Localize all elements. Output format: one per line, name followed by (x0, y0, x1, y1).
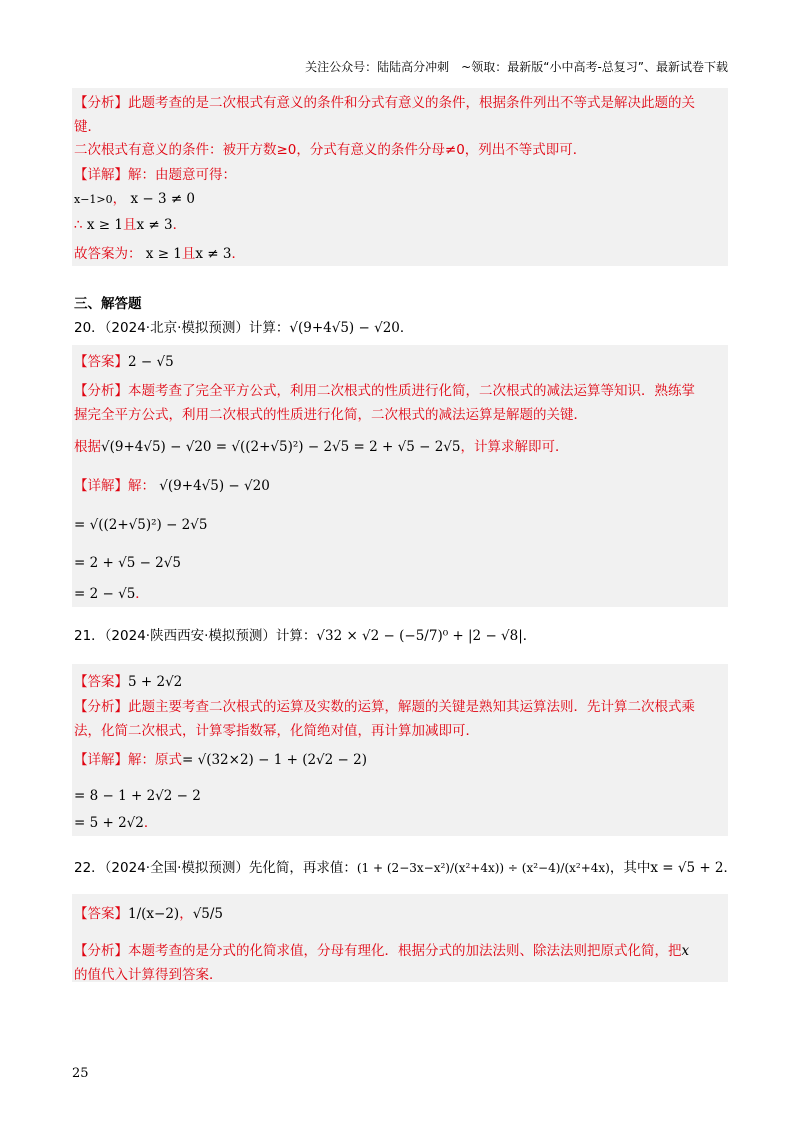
q19-analysis-text1: 此题考查的是二次根式有意义的条件和分式有意义的条件，根据条件列出不等式是解决此题的关 (128, 95, 695, 111)
q20-analysis-line1 (74, 381, 695, 401)
q19-answer-2: x ≠ 3 (195, 246, 232, 262)
q21-analysis-text2: 法，化简二次根式，计算零指数幂，化简绝对值，再计算加减即可． (74, 723, 479, 739)
q22-answer-sep: ， (179, 906, 193, 922)
q19-analysis-line2 (74, 117, 101, 137)
page-header: 关注公众号：陆陆高分冲刺 ~领取：最新版“小中高考-总复习”、最新试卷下载 (305, 60, 728, 74)
q22-stem (74, 858, 737, 878)
q19-condition-2: x − 3 ≠ 0 (130, 191, 196, 207)
q22-analysis-line2 (74, 965, 223, 985)
q22-answer-1: 1/(x−2) (128, 906, 180, 922)
q19-detail-line (74, 165, 236, 185)
q19-analysis-text3: 二次根式有意义的条件：被开方数≥0，分式有意义的条件分母≠0，列出不等式即可． (74, 142, 587, 158)
q20-basis-suffix: ，计算求解即可． (460, 439, 569, 455)
q20-answer-line (74, 352, 174, 372)
q20-detail-text: 解： (128, 478, 155, 494)
q22-stem-cond: x = √5 + 2 (650, 860, 724, 876)
detail-tag: 【详解】 (74, 478, 128, 494)
q19-answer-1: x ≥ 1 (145, 246, 182, 262)
q20-stem-end: ． (399, 320, 414, 336)
answer-tag: 【答案】 (74, 906, 128, 922)
q19-condition-1: x−1>0 (74, 193, 113, 206)
q22-stem-math: (1 + (2−3x−x²)/(x²+4x)) ÷ (x²−4)/(x²+4x) (356, 861, 610, 875)
q21-detail-math: = √(32×2) − 1 + (2√2 − 2) (182, 752, 367, 768)
q19-analysis-text2: 键． (74, 119, 101, 135)
q21-detail-line (74, 750, 367, 770)
detail-tag: 【详解】 (74, 167, 128, 183)
q20-stem-math: √(9+4√5) − √20 (289, 320, 400, 336)
therefore-symbol: ∴ (74, 217, 83, 233)
q22-stem-end: ． (723, 860, 738, 876)
q20-analysis-text1: 本题考查了完全平方公式，利用二次根式的性质进行化简，二次根式的减法运算等知识．熟练掌 (128, 383, 695, 399)
q20-step3-line (74, 584, 149, 604)
q22-analysis-text2: 的值代入计算得到答案． (74, 967, 223, 983)
q19-answer-prefix: 故答案为： (74, 246, 142, 262)
q20-detail-line (74, 476, 270, 496)
q19-analysis-line3 (74, 140, 586, 160)
q19-therefore-line (74, 215, 186, 235)
q21-step2: = 5 + 2√2 (74, 815, 144, 831)
q22-stem-mid: ，其中 (609, 860, 651, 876)
q20-detail-math: √(9+4√5) − √20 (159, 478, 270, 494)
q19-analysis-line1 (74, 93, 695, 113)
page-number: 25 (72, 1066, 89, 1081)
q22-analysis-line1 (74, 941, 689, 961)
section-title: 三、解答题 (74, 296, 142, 312)
q22-stem-text: 22．（2024·全国·模拟预测）先化简，再求值： (74, 860, 357, 876)
q21-step1: = 8 − 1 + 2√2 − 2 (74, 788, 201, 804)
q22-answer-line (74, 904, 223, 924)
q19-answer-end: ． (231, 246, 246, 262)
analysis-tag: 【分析】 (74, 699, 128, 715)
q20-basis-math: √(9+4√5) − √20 = √((2+√5)²) − 2√5 = 2 + √5 − 2√5 (101, 439, 461, 455)
q20-stem (74, 318, 413, 338)
q21-step2-end: ． (143, 815, 158, 831)
q19-detail-text: 解：由题意可得： (128, 167, 236, 183)
detail-tag: 【详解】 (74, 752, 128, 768)
q19-answer-and: 且 (181, 246, 196, 262)
q22-analysis-text1: 本题考查的是分式的化简求值，分母有理化．根据分式的加法法则、除法法则把原式化简，把 (128, 943, 682, 959)
q21-analysis-text1: 此题主要考查二次根式的运算及实数的运算，解题的关键是熟知其运算法则．先计算二次根式乘 (128, 699, 695, 715)
q21-answer-line (74, 672, 182, 692)
q20-answer-math: 2 − √5 (128, 354, 174, 370)
answer-tag: 【答案】 (74, 354, 128, 370)
q20-step2: = 2 + √5 − 2√5 (74, 555, 181, 571)
q19-result-2: x ≠ 3 (136, 217, 173, 233)
q19-condition-sep: ， (112, 191, 127, 207)
q21-stem-math: √32 × √2 − (−5/7)⁰ + |2 − √8| (316, 628, 523, 644)
q19-result-1: x ≥ 1 (86, 217, 123, 233)
q20-step3-end: ． (135, 586, 149, 602)
q20-step1: = √((2+√5)²) − 2√5 (74, 517, 208, 533)
q19-result-end: ． (172, 217, 187, 233)
q21-detail-text: 解：原式 (128, 752, 182, 768)
q22-answer-2: √5/5 (192, 906, 224, 922)
q19-result-and: 且 (123, 217, 137, 233)
q21-stem-text: 21．（2024·陕西西安·模拟预测）计算： (74, 628, 317, 644)
analysis-tag: 【分析】 (74, 95, 128, 111)
q20-analysis-line2 (74, 405, 587, 425)
q20-basis-prefix: 根据 (74, 439, 101, 455)
q21-answer-math: 5 + 2√2 (128, 674, 183, 690)
q21-stem-end: ． (522, 628, 537, 644)
q19-condition-line (74, 189, 195, 210)
q21-stem (74, 626, 536, 646)
q21-analysis-line1 (74, 697, 695, 717)
q21-step2-line (74, 813, 157, 833)
q19-answer-line (74, 244, 245, 264)
answer-tag: 【答案】 (74, 674, 128, 690)
q21-analysis-line2 (74, 721, 479, 741)
q20-step3: = 2 − √5 (74, 586, 136, 602)
q20-stem-text: 20．（2024·北京·模拟预测）计算： (74, 320, 290, 336)
q20-basis-line (74, 437, 568, 457)
analysis-tag: 【分析】 (74, 383, 128, 399)
analysis-tag: 【分析】 (74, 943, 128, 959)
q22-analysis-var: x (681, 943, 690, 959)
q20-analysis-text2: 握完全平方公式，利用二次根式的性质进行化简，二次根式的减法运算是解题的关键． (74, 407, 587, 423)
